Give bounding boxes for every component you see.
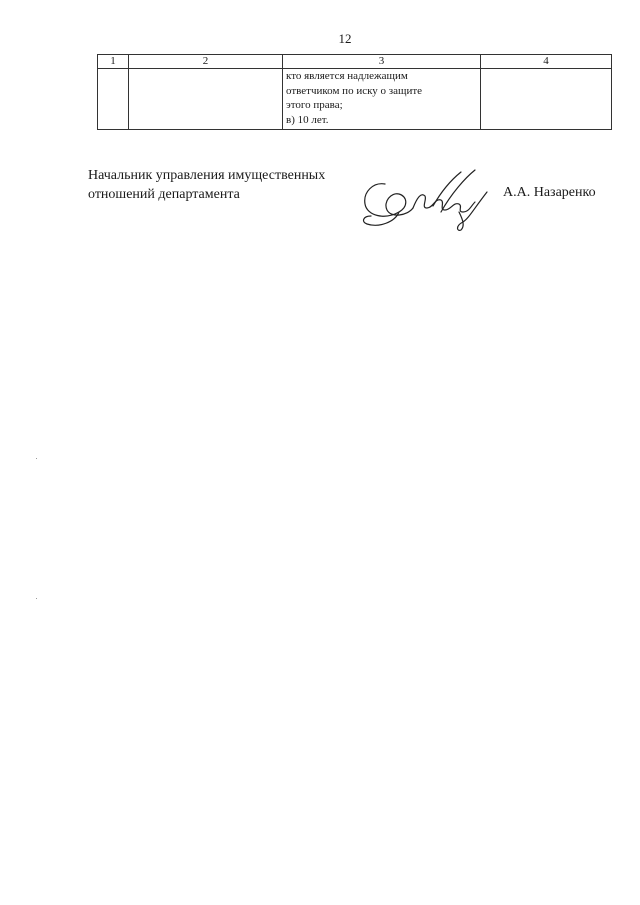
- signatory-position-line: Начальник управления имущественных: [88, 168, 326, 183]
- signatory-position: [88, 166, 325, 204]
- column-header: 4: [481, 55, 612, 69]
- cell-text-line: в) 10 лет.: [286, 113, 329, 126]
- signatory-name: А.А. Назаренко: [503, 185, 596, 200]
- page-number: 12: [338, 31, 352, 46]
- scan-artifact: [36, 598, 37, 599]
- table-cell-col1: [98, 69, 129, 130]
- table-header-row: [98, 55, 612, 69]
- scan-artifact: [36, 458, 37, 459]
- table-cell-col4: [481, 69, 612, 130]
- signature-scribble-icon: [355, 162, 495, 234]
- table-cell-col3: [283, 69, 481, 130]
- cell-text-line: кто является надлежащим: [286, 70, 408, 82]
- column-header: 1: [98, 55, 129, 69]
- cell-text-line: этого права;: [286, 99, 343, 111]
- column-header: 3: [283, 55, 481, 69]
- cell-text-line: ответчиком по иску о защите: [286, 84, 423, 97]
- table-cell-col2: [129, 69, 283, 130]
- continuation-table: [97, 54, 612, 130]
- signatory-position-line: отношений департамента: [88, 187, 240, 202]
- column-header: 2: [129, 55, 283, 69]
- table-row: [98, 69, 612, 130]
